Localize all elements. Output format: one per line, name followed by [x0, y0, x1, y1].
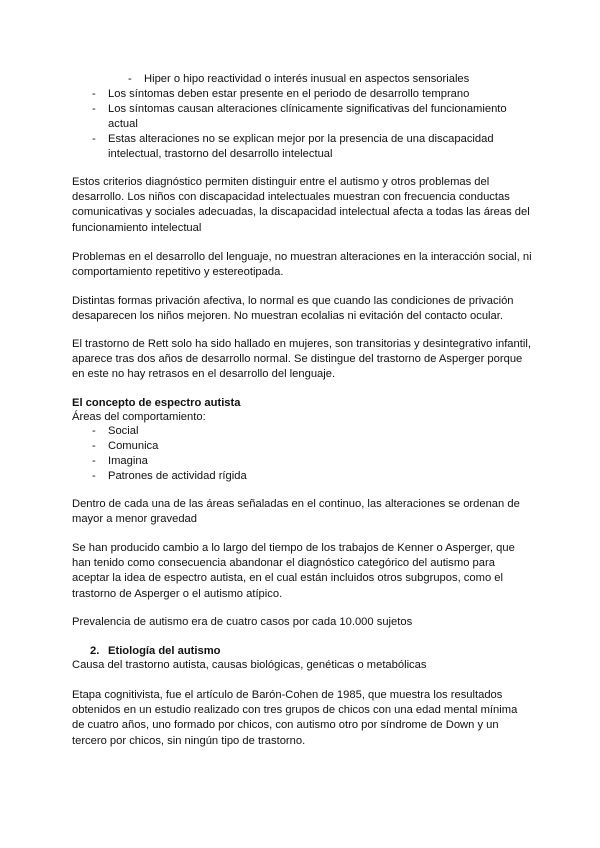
sublist-item: Hiper o hipo reactividad o interés inusual en aspectos sensoriales: [144, 73, 470, 85]
list-bullet-marker: -: [92, 103, 96, 115]
list-item: Los síntomas deben estar presente en el periodo de desarrollo temprano: [108, 88, 470, 100]
paragraph: Estos criterios diagnóstico permiten distinguir entre el autismo y otros problemas del desarrollo. Los niños con discapacidad intelectuales muestran con frecuencia conductas comunicativas y sociales adecuadas, la discapacidad intelectual afecta a todas las áreas del funcionamiento intelectual: [72, 176, 530, 234]
list-item: Estas alteraciones no se explican mejor por la presencia de una discapacidad intelectual, trastorno del desarrollo intelectual: [108, 133, 494, 161]
list-item: Social: [108, 425, 139, 437]
paragraph: Distintas formas privación afectiva, lo normal es que cuando las condiciones de privación desaparecen los niños mejoren. No muestran ecolalias ni evitación del contacto ocular.: [72, 295, 514, 323]
paragraph: Prevalencia de autismo era de cuatro casos por cada 10.000 sujetos: [72, 616, 413, 628]
list-bullet-marker: -: [92, 425, 96, 437]
list-item: Imagina: [108, 455, 148, 467]
section-number: 2.: [90, 645, 100, 657]
paragraph: Problemas en el desarrollo del lenguaje, no muestran alteraciones en la interacción social, ni comportamiento repetitivo y estereotipada.: [72, 251, 532, 279]
list-bullet-marker: -: [92, 455, 96, 467]
paragraph: Dentro de cada una de las áreas señaladas en el continuo, las alteraciones se ordenan de mayor a menor gravedad: [72, 498, 520, 526]
paragraph: El trastorno de Rett solo ha sido hallado en mujeres, son transitorias y desintegrativo infantil, aparece tras dos años de desarrollo normal. Se distingue del trastorno de Asperger porque en este no hay retrasos en el desarrollo del lenguaje.: [72, 338, 531, 381]
list-item: Comunica: [108, 440, 159, 452]
list-item: Los síntomas causan alteraciones clínicamente significativas del funcionamiento actual: [108, 103, 507, 131]
paragraph: Se han producido cambio a lo largo del tiempo de los trabajos de Kenner o Asperger, que han tenido como consecuencia abandonar el diagnóstico categórico del autismo para aceptar la idea de espectro autista, en el cual están incluidos otros subgrupos, como el trastorno de Asperger o el autismo atípico.: [72, 542, 515, 600]
section-heading: El concepto de espectro autista: [72, 397, 241, 409]
list-bullet-marker: -: [92, 133, 96, 145]
section-heading: Etiología del autismo: [108, 645, 221, 657]
section-subheading: Áreas del comportamiento:: [72, 411, 206, 423]
list-item: Patrones de actividad rígida: [108, 470, 247, 482]
section-subheading: Causa del trastorno autista, causas biológicas, genéticas o metabólicas: [72, 659, 427, 671]
sublist-bullet-marker: -: [128, 73, 132, 85]
list-bullet-marker: -: [92, 440, 96, 452]
paragraph: Etapa cognitivista, fue el artículo de Barón-Cohen de 1985, que muestra los resultados obtenidos en un estudio realizado con tres grupos de chicos con una edad mental mínima de cuatro años, uno formado por chicos, con autismo otro por síndrome de Down y un tercero por chicos, sin ningún tipo de trastorno.: [72, 689, 518, 747]
list-bullet-marker: -: [92, 470, 96, 482]
list-bullet-marker: -: [92, 88, 96, 100]
